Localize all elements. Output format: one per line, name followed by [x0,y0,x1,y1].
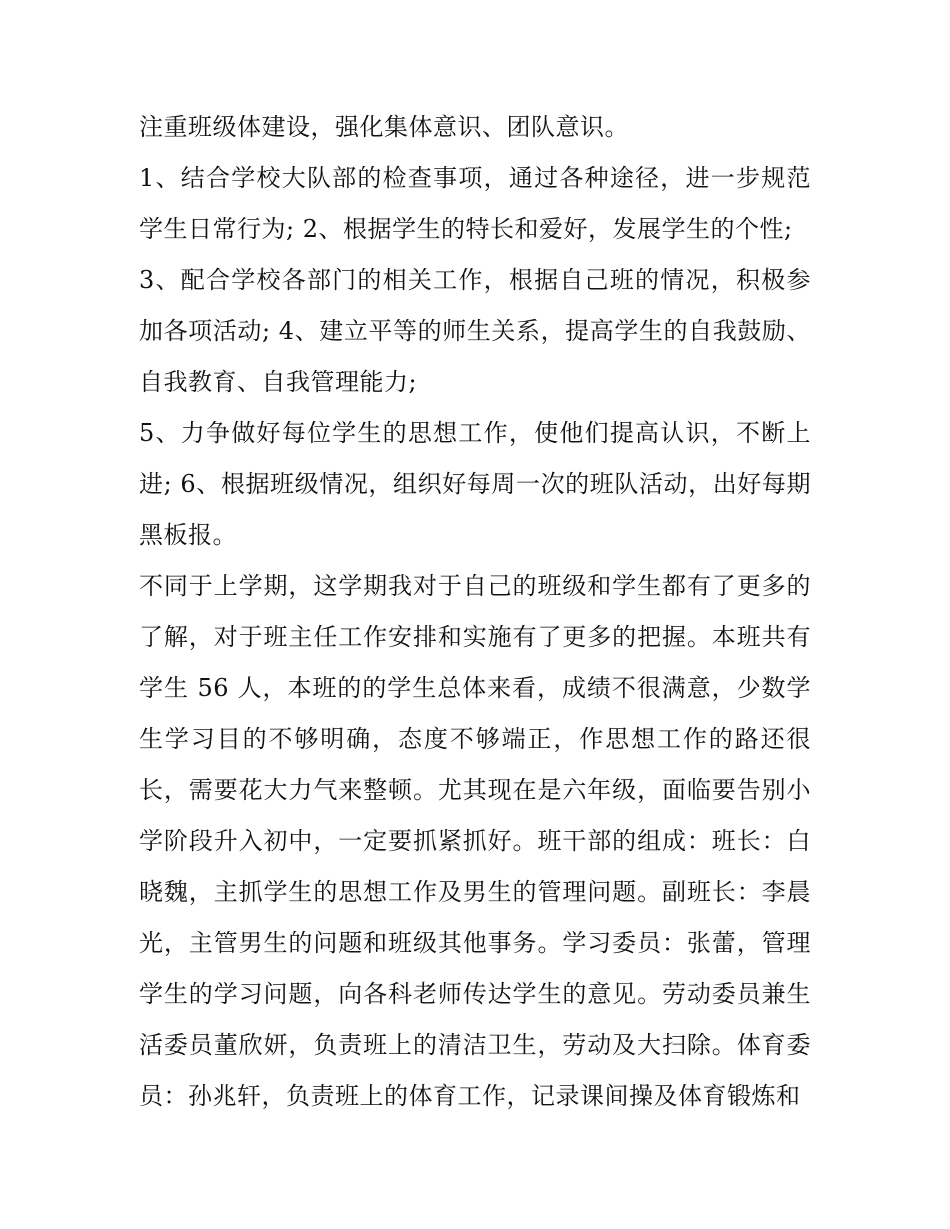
document-body [139,102,811,1122]
paragraph-items-5-6: 5、力争做好每位学生的思想工作，使他们提高认识，不断上进; 6、根据班级情况，组织好每周一次的班队活动，出好每期黑板报。 [139,419,811,549]
paragraph-class-overview: 不同于上学期，这学期我对于自己的班级和学生都有了更多的了解，对于班主任工作安排和实施有了更多的把握。本班共有学生 56 人，本班的的学生总体来看，成绩不很满意，少数学生学习目的不够明确，态度不够端正，作思想工作的路还很长，需要花大力气来整顿。尤其现在是六年级，面临要告别小学阶段升入初中，一定要抓紧抓好。班干部的组成：班长：白晓魏，主抓学生的思想工作及男生的管理问题。副班长：李晨光，主管男生的问题和班级其他事务。学习委员：张蕾，管理学生的学习问题，向各科老师传达学生的意见。劳动委员兼生活委员董欣妍，负责班上的清洁卫生，劳动及大扫除。体育委员：孙兆轩，负责班上的体育工作，记录课间操及体育锻炼和 [139,572,811,1110]
paragraph-class-building: 注重班级体建设，强化集体意识、团队意识。 [139,113,629,141]
paragraph-items-3-4: 3、配合学校各部门的相关工作，根据自己班的情况，积极参加各项活动; 4、建立平等的师生关系，提高学生的自我鼓励、自我教育、自我管理能力; [139,266,811,396]
paragraph-items-1-2: 1、结合学校大队部的检查事项，通过各种途径，进一步规范学生日常行为; 2、根据学生的特长和爱好，发展学生的个性; [139,164,811,243]
